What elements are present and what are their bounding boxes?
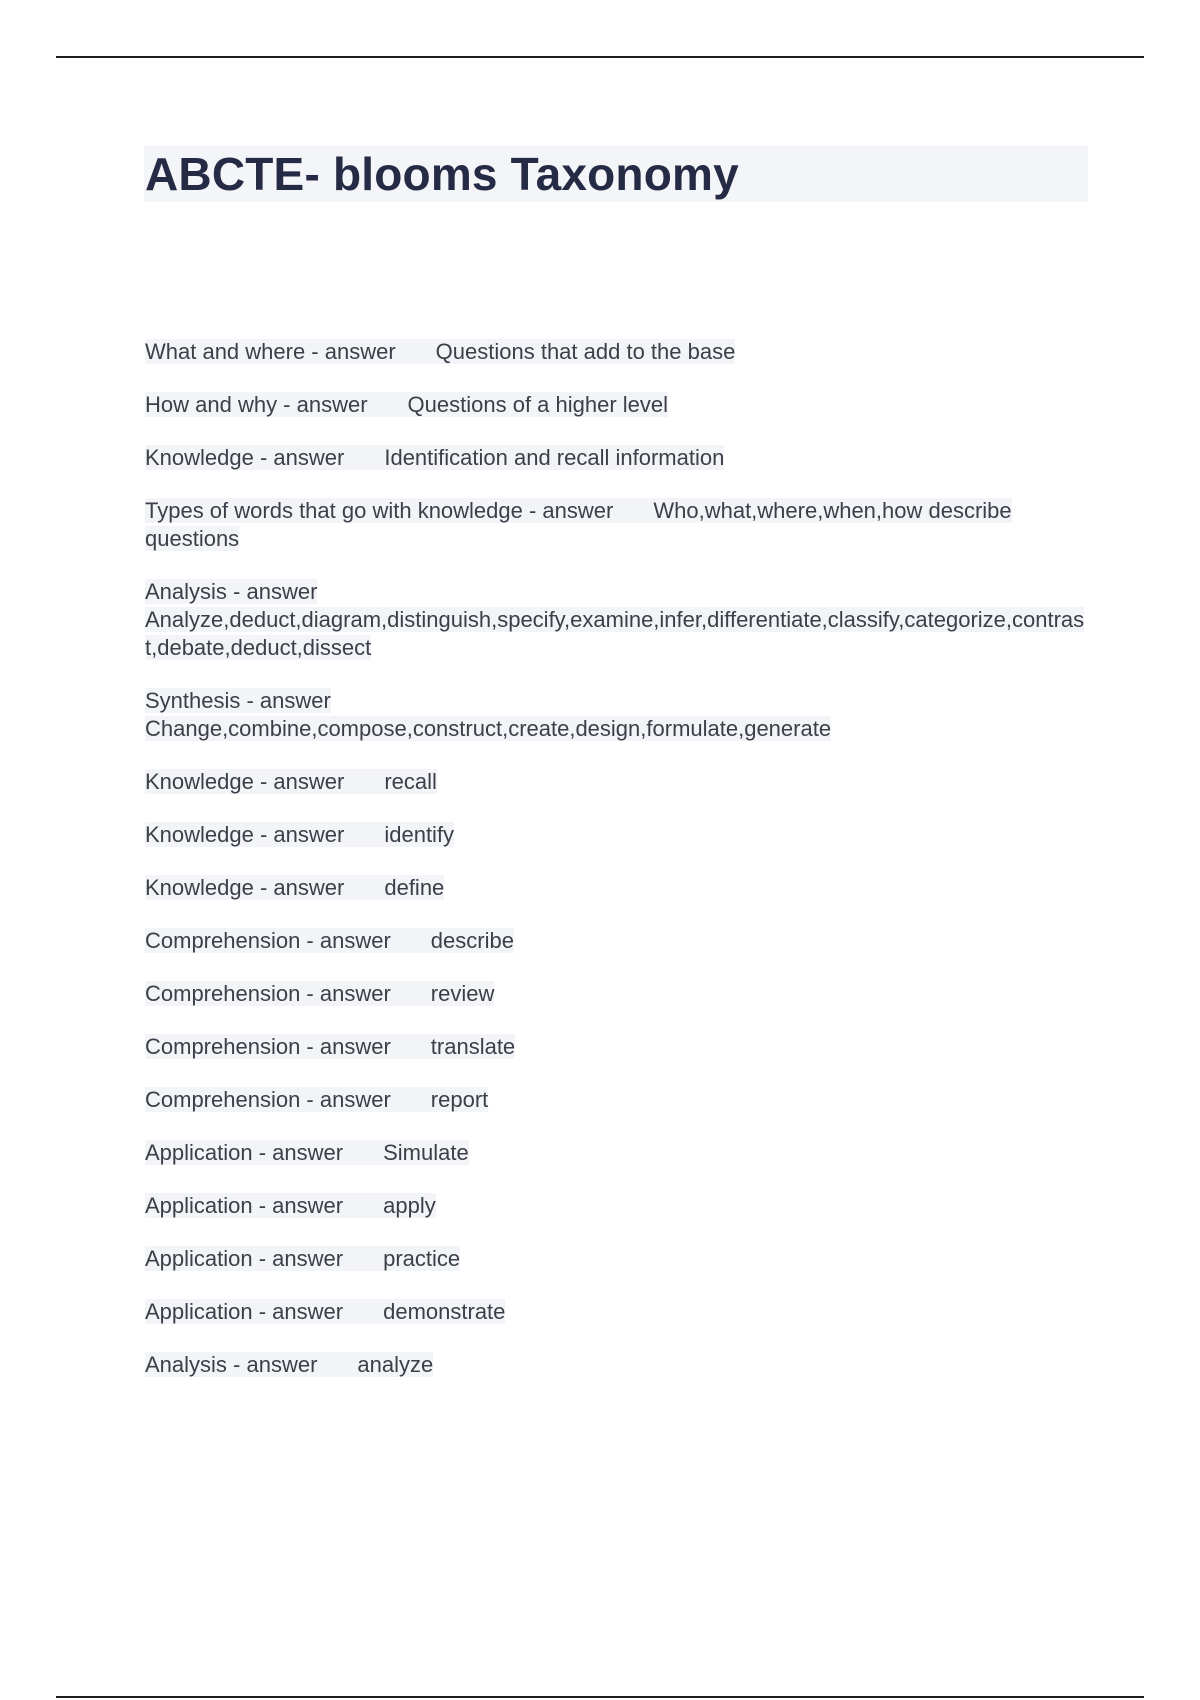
flashcard-definition: demonstrate <box>383 1299 506 1324</box>
flashcard-definition: Simulate <box>383 1140 469 1165</box>
flashcard <box>145 980 1085 1008</box>
flashcard <box>145 578 1085 662</box>
flashcard-definition: Who,what,where,when,how describe questions <box>145 498 1012 551</box>
flashcard <box>145 821 1085 849</box>
flashcard-definition: Analyze,deduct,diagram,distinguish,specify,examine,infer,differentiate,classify,categorize,contrast,debate,deduct,dissect <box>145 607 1085 660</box>
flashcard-term: Analysis - answer <box>145 579 318 604</box>
flashcard-term: What and where - answer <box>145 339 396 364</box>
flashcard-definition: apply <box>383 1193 436 1218</box>
flashcard-definition: Questions that add to the base <box>435 339 736 364</box>
flashcard <box>145 874 1085 902</box>
flashcard <box>145 1245 1085 1273</box>
flashcard-term: How and why - answer <box>145 392 368 417</box>
flashcard <box>145 1351 1085 1379</box>
flashcard-definition: define <box>384 875 445 900</box>
flashcard <box>145 1139 1085 1167</box>
flashcard-term: Comprehension - answer <box>145 1087 391 1112</box>
flashcard-term: Synthesis - answer <box>145 688 331 713</box>
document-title: ABCTE- blooms Taxonomy <box>145 148 739 200</box>
flashcard-definition: identify <box>384 822 455 847</box>
flashcard-definition: Change,combine,compose,construct,create,design,formulate,generate <box>145 716 832 741</box>
flashcard <box>145 1192 1085 1220</box>
flashcard <box>145 1298 1085 1326</box>
flashcard <box>145 391 1085 419</box>
flashcard-term: Comprehension - answer <box>145 1034 391 1059</box>
flashcard-definition: Identification and recall information <box>384 445 725 470</box>
flashcard-list <box>145 338 1085 1404</box>
flashcard <box>145 1086 1085 1114</box>
flashcard-definition: review <box>430 981 495 1006</box>
flashcard <box>145 927 1085 955</box>
flashcard-definition: describe <box>430 928 514 953</box>
flashcard-term: Application - answer <box>145 1246 344 1271</box>
flashcard-term: Knowledge - answer <box>145 769 345 794</box>
flashcard <box>145 768 1085 796</box>
flashcard-definition: analyze <box>357 1352 434 1377</box>
flashcard <box>145 444 1085 472</box>
flashcard-term: Knowledge - answer <box>145 822 345 847</box>
flashcard-definition: Questions of a higher level <box>407 392 669 417</box>
flashcard-term: Application - answer <box>145 1299 344 1324</box>
top-rule <box>56 56 1144 58</box>
flashcard-definition: translate <box>430 1034 516 1059</box>
flashcard-term: Knowledge - answer <box>145 445 345 470</box>
flashcard-definition: report <box>430 1087 489 1112</box>
flashcard-definition: practice <box>383 1246 461 1271</box>
flashcard <box>145 338 1085 366</box>
flashcard-term: Application - answer <box>145 1193 344 1218</box>
flashcard-term: Application - answer <box>145 1140 344 1165</box>
bottom-rule <box>56 1696 1144 1698</box>
flashcard <box>145 1033 1085 1061</box>
flashcard-term: Comprehension - answer <box>145 928 391 953</box>
flashcard-term: Analysis - answer <box>145 1352 318 1377</box>
flashcard-term: Knowledge - answer <box>145 875 345 900</box>
flashcard-term: Comprehension - answer <box>145 981 391 1006</box>
flashcard-definition: recall <box>384 769 437 794</box>
flashcard <box>145 687 1085 743</box>
flashcard-term: Types of words that go with knowledge - answer <box>145 498 614 523</box>
flashcard <box>145 497 1085 553</box>
